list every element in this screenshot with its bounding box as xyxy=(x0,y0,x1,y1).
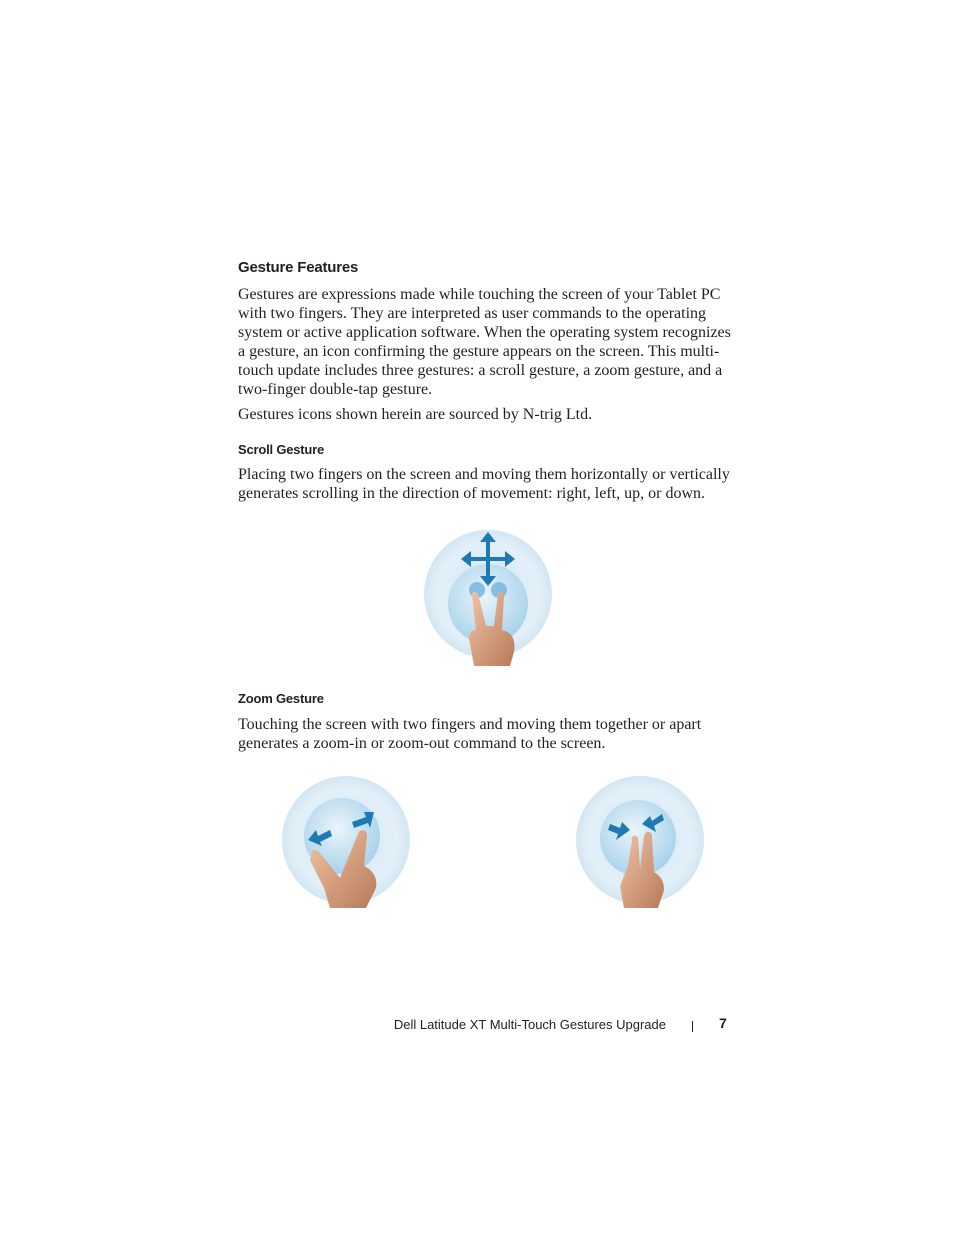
zoom-out-illustration xyxy=(278,774,414,908)
page-number: 7 xyxy=(719,1015,727,1031)
scroll-gesture-illustration xyxy=(420,526,556,666)
intro-paragraph: Gestures are expressions made while touching the screen of your Tablet PC with two fingers. They are interpreted as user commands to the operating system or active application software. When the operating system recognizes a gesture, an icon confirming the gesture appears on the screen. This multi-touch update includes three gestures: a scroll gesture, a zoom gesture, and a two-finger double-tap gesture. xyxy=(238,286,731,398)
source-paragraph: Gestures icons shown herein are sourced by N-trig Ltd. xyxy=(238,406,593,423)
zoom-gesture-paragraph: Touching the screen with two fingers and moving them together or apart generates a zoom-in or zoom-out command to the screen. xyxy=(238,716,702,752)
page-footer xyxy=(0,1015,954,1035)
section-heading: Gesture Features xyxy=(238,259,359,276)
footer-document-title: Dell Latitude XT Multi-Touch Gestures Upgrade xyxy=(393,1017,666,1032)
page-content xyxy=(238,258,738,752)
scroll-gesture-heading: Scroll Gesture xyxy=(238,442,325,457)
zoom-in-illustration xyxy=(574,774,710,908)
scroll-gesture-paragraph: Placing two fingers on the screen and moving them horizontally or vertically generates scrolling in the direction of movement: right, left, up, or down. xyxy=(238,466,730,502)
footer-separator xyxy=(692,1021,693,1032)
zoom-gesture-heading: Zoom Gesture xyxy=(238,691,324,706)
